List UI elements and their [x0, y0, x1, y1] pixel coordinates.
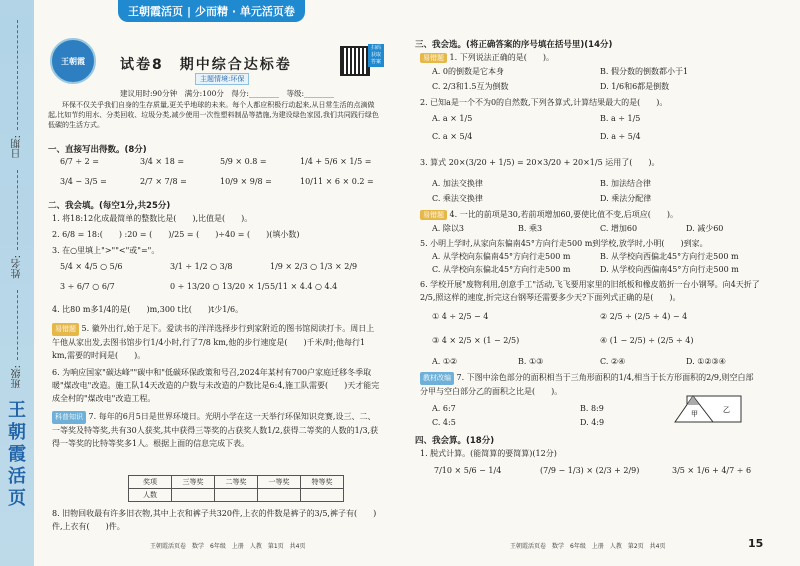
option: C. 从学校向东偏北45°方向行走500 m: [432, 265, 571, 274]
question-text: 4. 一比的前项是30,若前项增加60,要使比值不变,后项应( )。: [449, 210, 678, 219]
compare-item: 5/11 × 4.4 ○ 4.4: [270, 282, 338, 291]
calc-expression: 3/5 × 1/6 + 4/7 ÷ 6: [672, 466, 752, 475]
calc-item: 2/7 × 7/8 =: [140, 177, 187, 186]
option: D. 1/6和6都是倒数: [600, 82, 670, 91]
question-tag: 科普知识: [52, 411, 86, 424]
option: B. a ÷ 1/5: [600, 114, 641, 123]
option: D. ①②③④: [686, 357, 726, 366]
section-2-heading: 二、我会填。(每空1分,共25分): [48, 201, 171, 211]
option: D. 乘法分配律: [600, 194, 652, 203]
label-jia: 甲: [691, 410, 698, 418]
table-cell-answer[interactable]: [258, 489, 301, 502]
table-cell: 人数: [129, 489, 172, 502]
option: B. 假分数的倒数都小于1: [600, 67, 689, 76]
area-diagram: [673, 392, 743, 424]
calc-item: 3/4 − 3/5 =: [60, 177, 107, 186]
question-tag: 易错题: [420, 53, 447, 63]
table-header-cell: 三等奖: [172, 476, 215, 489]
option: A. ①②: [432, 357, 458, 366]
theme-tag: 主题情境:环保: [195, 73, 249, 85]
calc-expression: 7/10 × 5/6 − 1/4: [434, 466, 502, 475]
option: B. 8:9: [580, 404, 604, 413]
fill-question-3: 3. 在○里填上">""<"或"="。: [52, 246, 160, 255]
table-cell-answer[interactable]: [172, 489, 215, 502]
option: C. 乘法交换律: [432, 194, 483, 203]
section-3-heading: 三、我会选。(将正确答案的序号填在括号里)(14分): [415, 40, 613, 50]
option: ② 2/5 ÷ (2/5 ÷ 4) − 4: [600, 312, 688, 321]
class-label: 班级:: [12, 365, 23, 389]
cut-line: [17, 170, 19, 250]
option: B. 乘3: [518, 224, 543, 233]
option: D. 减少60: [686, 224, 724, 233]
qr-caption: 扫码获取答案: [368, 44, 384, 67]
page-footer-right: 王朝霞活页卷 数学 6年级 上册 人教 第2页 共4页: [510, 543, 666, 550]
table-header-cell: 特等奖: [301, 476, 344, 489]
table-row: [129, 489, 344, 502]
publisher-logo: 王朝霞: [50, 38, 96, 84]
option: ① 4 ÷ 2/5 − 4: [432, 312, 489, 321]
question-text: 7. 每年的6月5日是世界环境日。光明小学在这一天举行环保知识竞赛,设三、二、一等奖及特等奖,共有30人获奖,其中获得三等奖的占获奖人数1/2,获得二等奖的人数的1/3,获得一等奖的比特等奖多1人。根据上面的信息完成下表。: [52, 412, 379, 448]
option: D. 4:9: [580, 418, 605, 427]
calc-item: 3/4 × 18 =: [140, 157, 185, 166]
qr-code-icon[interactable]: [340, 46, 370, 76]
option: A. 加法交换律: [432, 179, 483, 188]
intro-paragraph: 环保不仅关乎我们自身的生存质量,更关乎地球的未来。每个人都应积极行动起来,从日常生活的点滴做起,比如节约用水、分类回收、垃圾分类,减少使用一次性塑料制品等措施,为建设绿色家园,我们共同践行绿色低碳的生活方式。: [48, 101, 379, 129]
exam-meta: 建议用时:90分钟 满分:100分 得分:________ 等级:________: [120, 89, 334, 98]
option: D. 从学校向西偏南45°方向行走500 m: [600, 265, 739, 274]
cut-line: [17, 290, 19, 360]
option: A. 从学校向东偏南45°方向行走500 m: [432, 252, 571, 261]
option: C. 增加60: [600, 224, 638, 233]
table-row: [129, 476, 344, 489]
question-text: 5. 徽外出行,始于足下。爱读书的洋洋选择步行到家附近的图书馆阅读打卡。周日上午他从家出发,去图书馆步行1/4小时,行了7/8 km,他的步行速度是( )千米/时;他每行1 km,需要的时间是( )。: [52, 324, 375, 360]
option: D. a ÷ 5/4: [600, 132, 641, 141]
option: B. 从学校向西偏北45°方向行走500 m: [600, 252, 739, 261]
option: C. ②④: [600, 357, 626, 366]
option: A. 除以3: [432, 224, 464, 233]
fill-question-4: 4. 比80 m多1/4的是( )m,300 t比( )t少1/6。: [52, 305, 244, 314]
choice-question-1: [420, 52, 554, 63]
section-4-heading: 四、我会算。(18分): [415, 436, 495, 446]
option: ③ 4 × 2/5 × (1 − 2/5): [432, 336, 520, 345]
date-label: 日期:: [12, 135, 23, 159]
banner-separator: |: [187, 4, 192, 18]
compare-item: 5/4 × 4/5 ○ 5/6: [60, 262, 123, 271]
brand-vertical: 王朝霞活页: [8, 400, 26, 509]
fill-question-2: 2. 6/8 = 18:( ) :20 = ( )/25 = ( )÷40 = ( )(填小数): [52, 230, 300, 239]
fill-question-8: 8. 旧物回收最有许多旧衣物,其中上衣和裤子共320件,上衣的件数是裤子的3/5,裤子有( )件,上衣有( )件。: [52, 509, 377, 531]
option: ④ (1 − 2/5) ÷ (2/5 ÷ 4): [600, 336, 694, 345]
calc-item: 5/9 × 0.8 =: [220, 157, 267, 166]
page-title: 试卷8 期中综合达标卷: [120, 57, 292, 73]
calc-item: 1/4 + 5/6 × 1/5 =: [300, 157, 372, 166]
option: A. 6:7: [432, 404, 456, 413]
question-text: 7. 下图中涂色部分的面积相当于三角形面积的1/4,相当于长方形面积的2/9,则空白部分甲与空白部分乙的面积之比是( )。: [420, 373, 754, 396]
option: B. ①③: [518, 357, 544, 366]
option: A. 0的倒数是它本身: [432, 67, 504, 76]
label-yi: 乙: [723, 406, 730, 414]
table-header-cell: 一等奖: [258, 476, 301, 489]
header-banner: [118, 0, 305, 22]
compare-item: 1/9 × 2/3 ○ 1/3 × 2/9: [270, 262, 358, 271]
question-tag: 教材改编: [420, 372, 454, 385]
option: A. a × 1/5: [432, 114, 473, 123]
series-name: 少而精 · 单元活页卷: [195, 5, 295, 18]
table-header-cell: 奖项: [129, 476, 172, 489]
choice-question-3: 3. 算式 20×(3/20 + 1/5) = 20×3/20 + 20×1/5 运用了( )。: [420, 158, 660, 167]
calc-expression: (7/9 − 1/3) × (2/3 + 2/9): [540, 466, 640, 475]
choice-question-4: [420, 209, 678, 220]
option: C. 2/3和1.5互为倒数: [432, 82, 509, 91]
table-cell-answer[interactable]: [215, 489, 258, 502]
compare-item: 3/1 ÷ 1/2 ○ 3/8: [170, 262, 233, 271]
fill-question-1: 1. 将18:12化成最简单的整数比是( ),比值是( )。: [52, 214, 253, 223]
calc-subheading: 1. 脱式计算。(能简算的要简算)(12分): [420, 449, 557, 458]
option: C. a × 5/4: [432, 132, 473, 141]
page-footer-left: 王朝霞活页卷 数学 6年级 上册 人教 第1页 共4页: [150, 543, 306, 550]
brand-name: 王朝霞活页: [128, 5, 183, 18]
fill-question-5: [52, 322, 382, 362]
choice-question-5: 5. 小明上学时,从家向东偏南45°方向行走500 m到学校,放学时,小明( )到家。: [420, 239, 708, 248]
table-cell-answer[interactable]: [301, 489, 344, 502]
question-tag: 易错题: [52, 323, 79, 336]
calc-item: 10/11 × 6 × 0.2 =: [300, 177, 374, 186]
question-tag: 易错题: [420, 210, 447, 220]
fill-question-6: 6. 为响应国家"碳达峰""碳中和"低碳环保政策和号召,2024年某村有700户家庭迁移冬季取暖"煤改电"改造。施工队14天改造的户数与未改造的户数比是6:4,施工队需要( )天才能完成全村的"煤改电"改造工程。: [52, 368, 380, 403]
award-table: [128, 475, 344, 502]
cut-line: [17, 20, 19, 130]
compare-item: 3 ÷ 6/7 ○ 6/7: [60, 282, 115, 291]
fill-question-7: [52, 410, 382, 450]
page-number: 15: [748, 537, 764, 550]
section-1-heading: 一、直接写出得数。(8分): [48, 145, 147, 155]
choice-question-6: 6. 学校开展"废物利用,创意手工"活动,飞飞要用家里的旧纸板和橡皮筋折一台小钢琴。向4天折了2/5,照这样的速度,折完这台钢琴还需要多少天?下面列式正确的是( )。: [420, 280, 760, 302]
question-text: 1. 下列说法正确的是( )。: [449, 53, 554, 62]
option: C. 4:5: [432, 418, 456, 427]
calc-item: 10/9 × 9/8 =: [220, 177, 272, 186]
choice-question-2: 2. 已知a是一个不为0的自然数,下列各算式,计算结果最大的是( )。: [420, 98, 668, 107]
compare-item: 0 ÷ 13/20 ○ 13/20 × 1/5: [170, 282, 270, 291]
table-header-cell: 二等奖: [215, 476, 258, 489]
calc-item: 6/7 ÷ 2 =: [60, 157, 99, 166]
name-label: 姓名:: [12, 255, 23, 279]
option: B. 加法结合律: [600, 179, 651, 188]
